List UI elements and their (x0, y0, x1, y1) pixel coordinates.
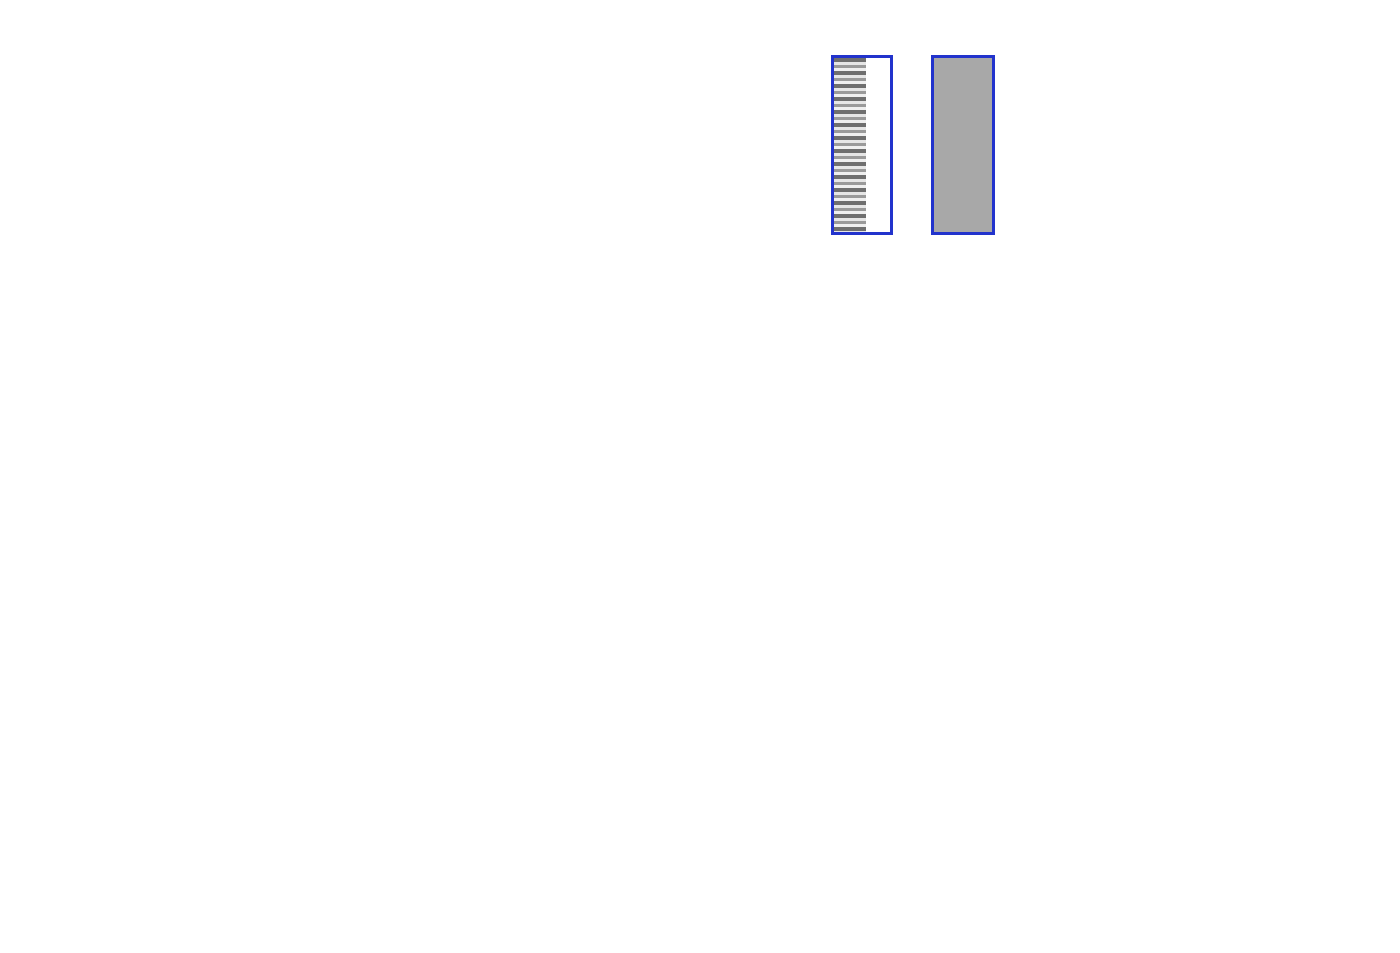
cleanimage-image (931, 55, 995, 235)
header-datetime-version (1047, 5, 1063, 20)
withsky-image (831, 55, 893, 235)
